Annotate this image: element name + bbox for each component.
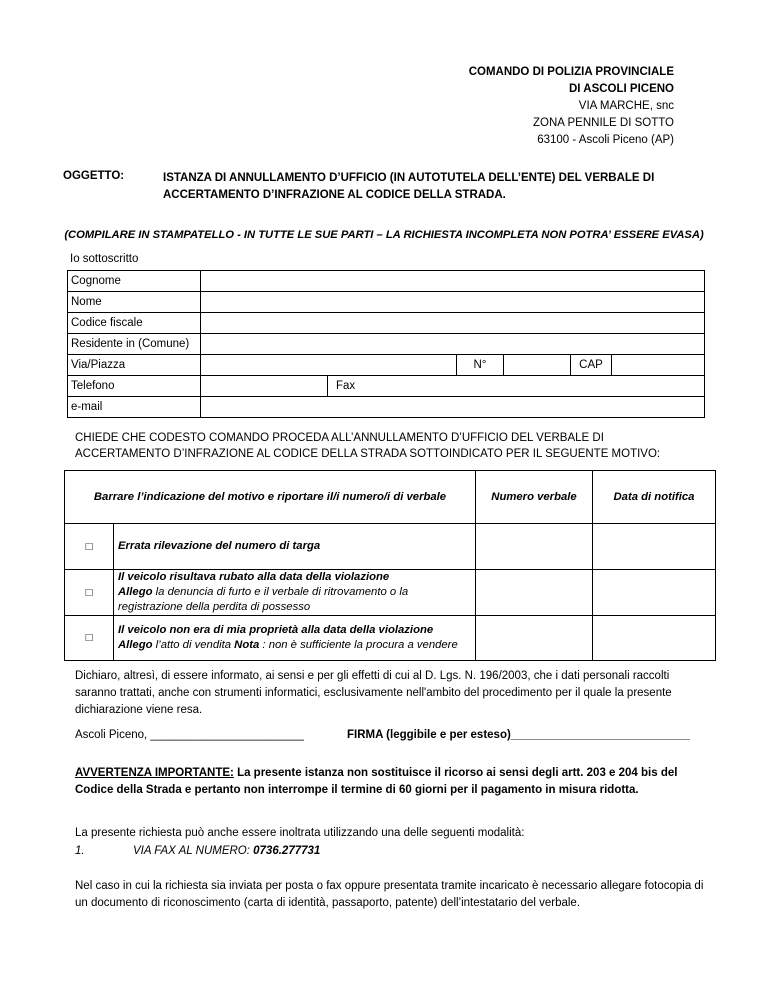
header-data-notifica: Data di notifica <box>593 471 716 524</box>
numero-verbale-1[interactable] <box>476 524 593 570</box>
submission-intro: La presente richiesta può anche essere inoltrata utilizzando una delle seguenti modalità: <box>75 827 525 839</box>
cognome-field[interactable] <box>201 271 705 292</box>
data-notifica-3[interactable] <box>593 616 716 661</box>
codice-fiscale-label: Codice fiscale <box>68 313 201 334</box>
checkbox-rubato[interactable]: □ <box>65 570 114 616</box>
reason-proprieta-nota: Nota <box>234 639 260 651</box>
reason-rubato-allego: Allego <box>118 586 153 598</box>
cognome-label: Cognome <box>68 271 201 292</box>
recipient-address <box>469 64 674 149</box>
signature-line[interactable]: FIRMA (leggibile e per esteso)____________________________ <box>347 729 690 741</box>
fax-item <box>133 845 320 857</box>
place-date-line[interactable]: Ascoli Piceno, ________________________ <box>75 729 304 741</box>
recipient-line-2: DI ASCOLI PICENO <box>569 83 674 95</box>
reason-proprieta-text: l’atto di vendita <box>152 639 235 651</box>
header-numero-verbale: Numero verbale <box>476 471 593 524</box>
header-motivo: Barrare l’indicazione del motivo e riportare il/i numero/i di verbale <box>65 471 476 524</box>
fax-number: 0736.277731 <box>253 845 321 857</box>
numero-verbale-3[interactable] <box>476 616 593 661</box>
recipient-line-1: COMANDO DI POLIZIA PROVINCIALE <box>468 66 674 78</box>
reason-proprieta <box>114 616 476 661</box>
warning-block <box>75 765 705 799</box>
reason-proprieta-allego: Allego <box>118 639 153 651</box>
reason-proprieta-title: Il veicolo non era di mia proprietà alla data della violazione <box>118 624 434 636</box>
reason-rubato-title: Il veicolo risultava rubato alla data della violazione <box>118 571 390 583</box>
warning-label: AVVERTENZA IMPORTANTE: <box>75 767 234 779</box>
request-statement: CHIEDE CHE CODESTO COMANDO PROCEDA ALL’ANNULLAMENTO D’UFFICIO DEL VERBALE DI ACCERTAMENTO D’INFRAZIONE AL CODICE DELLA STRADA SOTTOINDICATO PER IL SEGUENTE MOTIVO: <box>75 432 661 460</box>
residente-field[interactable] <box>201 334 705 355</box>
via-label: Via/Piazza <box>68 355 201 376</box>
recipient-line-3: VIA MARCHE, snc <box>578 100 674 112</box>
cap-field[interactable] <box>612 355 705 376</box>
numero-field[interactable] <box>504 355 571 376</box>
nome-label: Nome <box>68 292 201 313</box>
fax-item-text: VIA FAX AL NUMERO: <box>133 845 254 857</box>
fax-field[interactable] <box>457 376 705 397</box>
subject-text: ISTANZA DI ANNULLAMENTO D’UFFICIO (IN AUTOTUTELA DELL’ENTE) DEL VERBALE DI ACCERTAMENTO D’INFRAZIONE AL CODICE DELLA STRADA. <box>163 172 655 201</box>
cap-label: CAP <box>571 355 612 376</box>
warning-text: La presente istanza non sostituisce il ricorso ai sensi degli artt. 203 e 204 bis del Codice della Strada e pertanto non interrompe il termine di 60 giorni per il pagamento in misura ridotta. <box>75 767 678 796</box>
io-sottoscritto-label: Io sottoscritto <box>70 253 139 265</box>
personal-data-table <box>67 270 705 418</box>
reason-targa: Errata rilevazione del numero di targa <box>114 524 476 570</box>
reason-rubato-text: la denuncia di furto e il verbale di ritrovamento o la registrazione della perdita di possesso <box>118 586 409 613</box>
numero-label: N° <box>457 355 504 376</box>
via-field[interactable] <box>201 355 457 376</box>
codice-fiscale-field[interactable] <box>201 313 705 334</box>
reasons-table <box>64 470 716 661</box>
reason-rubato <box>114 570 476 616</box>
telefono-field[interactable] <box>201 376 328 397</box>
numero-verbale-2[interactable] <box>476 570 593 616</box>
recipient-line-4: ZONA PENNILE DI SOTTO <box>532 117 674 129</box>
subject-label: OGGETTO: <box>63 170 125 182</box>
residente-label: Residente in (Comune) <box>68 334 201 355</box>
data-notifica-2[interactable] <box>593 570 716 616</box>
email-label: e-mail <box>68 397 201 418</box>
final-note: Nel caso in cui la richiesta sia inviata per posta o fax oppure presentata tramite incaricato è necessario allegare fotocopia di un documento di riconoscimento (carta di identità, passaporto, patente) dell’intestatario del verbale. <box>75 880 704 909</box>
fax-item-number: 1. <box>75 845 85 857</box>
nome-field[interactable] <box>201 292 705 313</box>
telefono-label: Telefono <box>68 376 201 397</box>
checkbox-targa[interactable]: □ <box>65 524 114 570</box>
email-field[interactable] <box>201 397 705 418</box>
fax-label: Fax <box>328 376 457 397</box>
data-notifica-1[interactable] <box>593 524 716 570</box>
reason-proprieta-nota-text: : non è sufficiente la procura a vendere <box>259 639 458 651</box>
instructions: (COMPILARE IN STAMPATELLO - IN TUTTE LE SUE PARTI – LA RICHIESTA INCOMPLETA NON POTRA’ ESSERE EVASA) <box>64 229 704 241</box>
recipient-line-5: 63100 - Ascoli Piceno (AP) <box>537 134 674 146</box>
privacy-declaration: Dichiaro, altresì, di essere informato, ai sensi e per gli effetti di cui al D. Lgs. N. 196/2003, che i dati personali raccolti saranno trattati, anche con strumenti informatici, esclusivamente nell'ambito del procedimento per il quale la presente dichiarazione viene resa. <box>75 670 672 716</box>
checkbox-proprieta[interactable]: □ <box>65 616 114 661</box>
